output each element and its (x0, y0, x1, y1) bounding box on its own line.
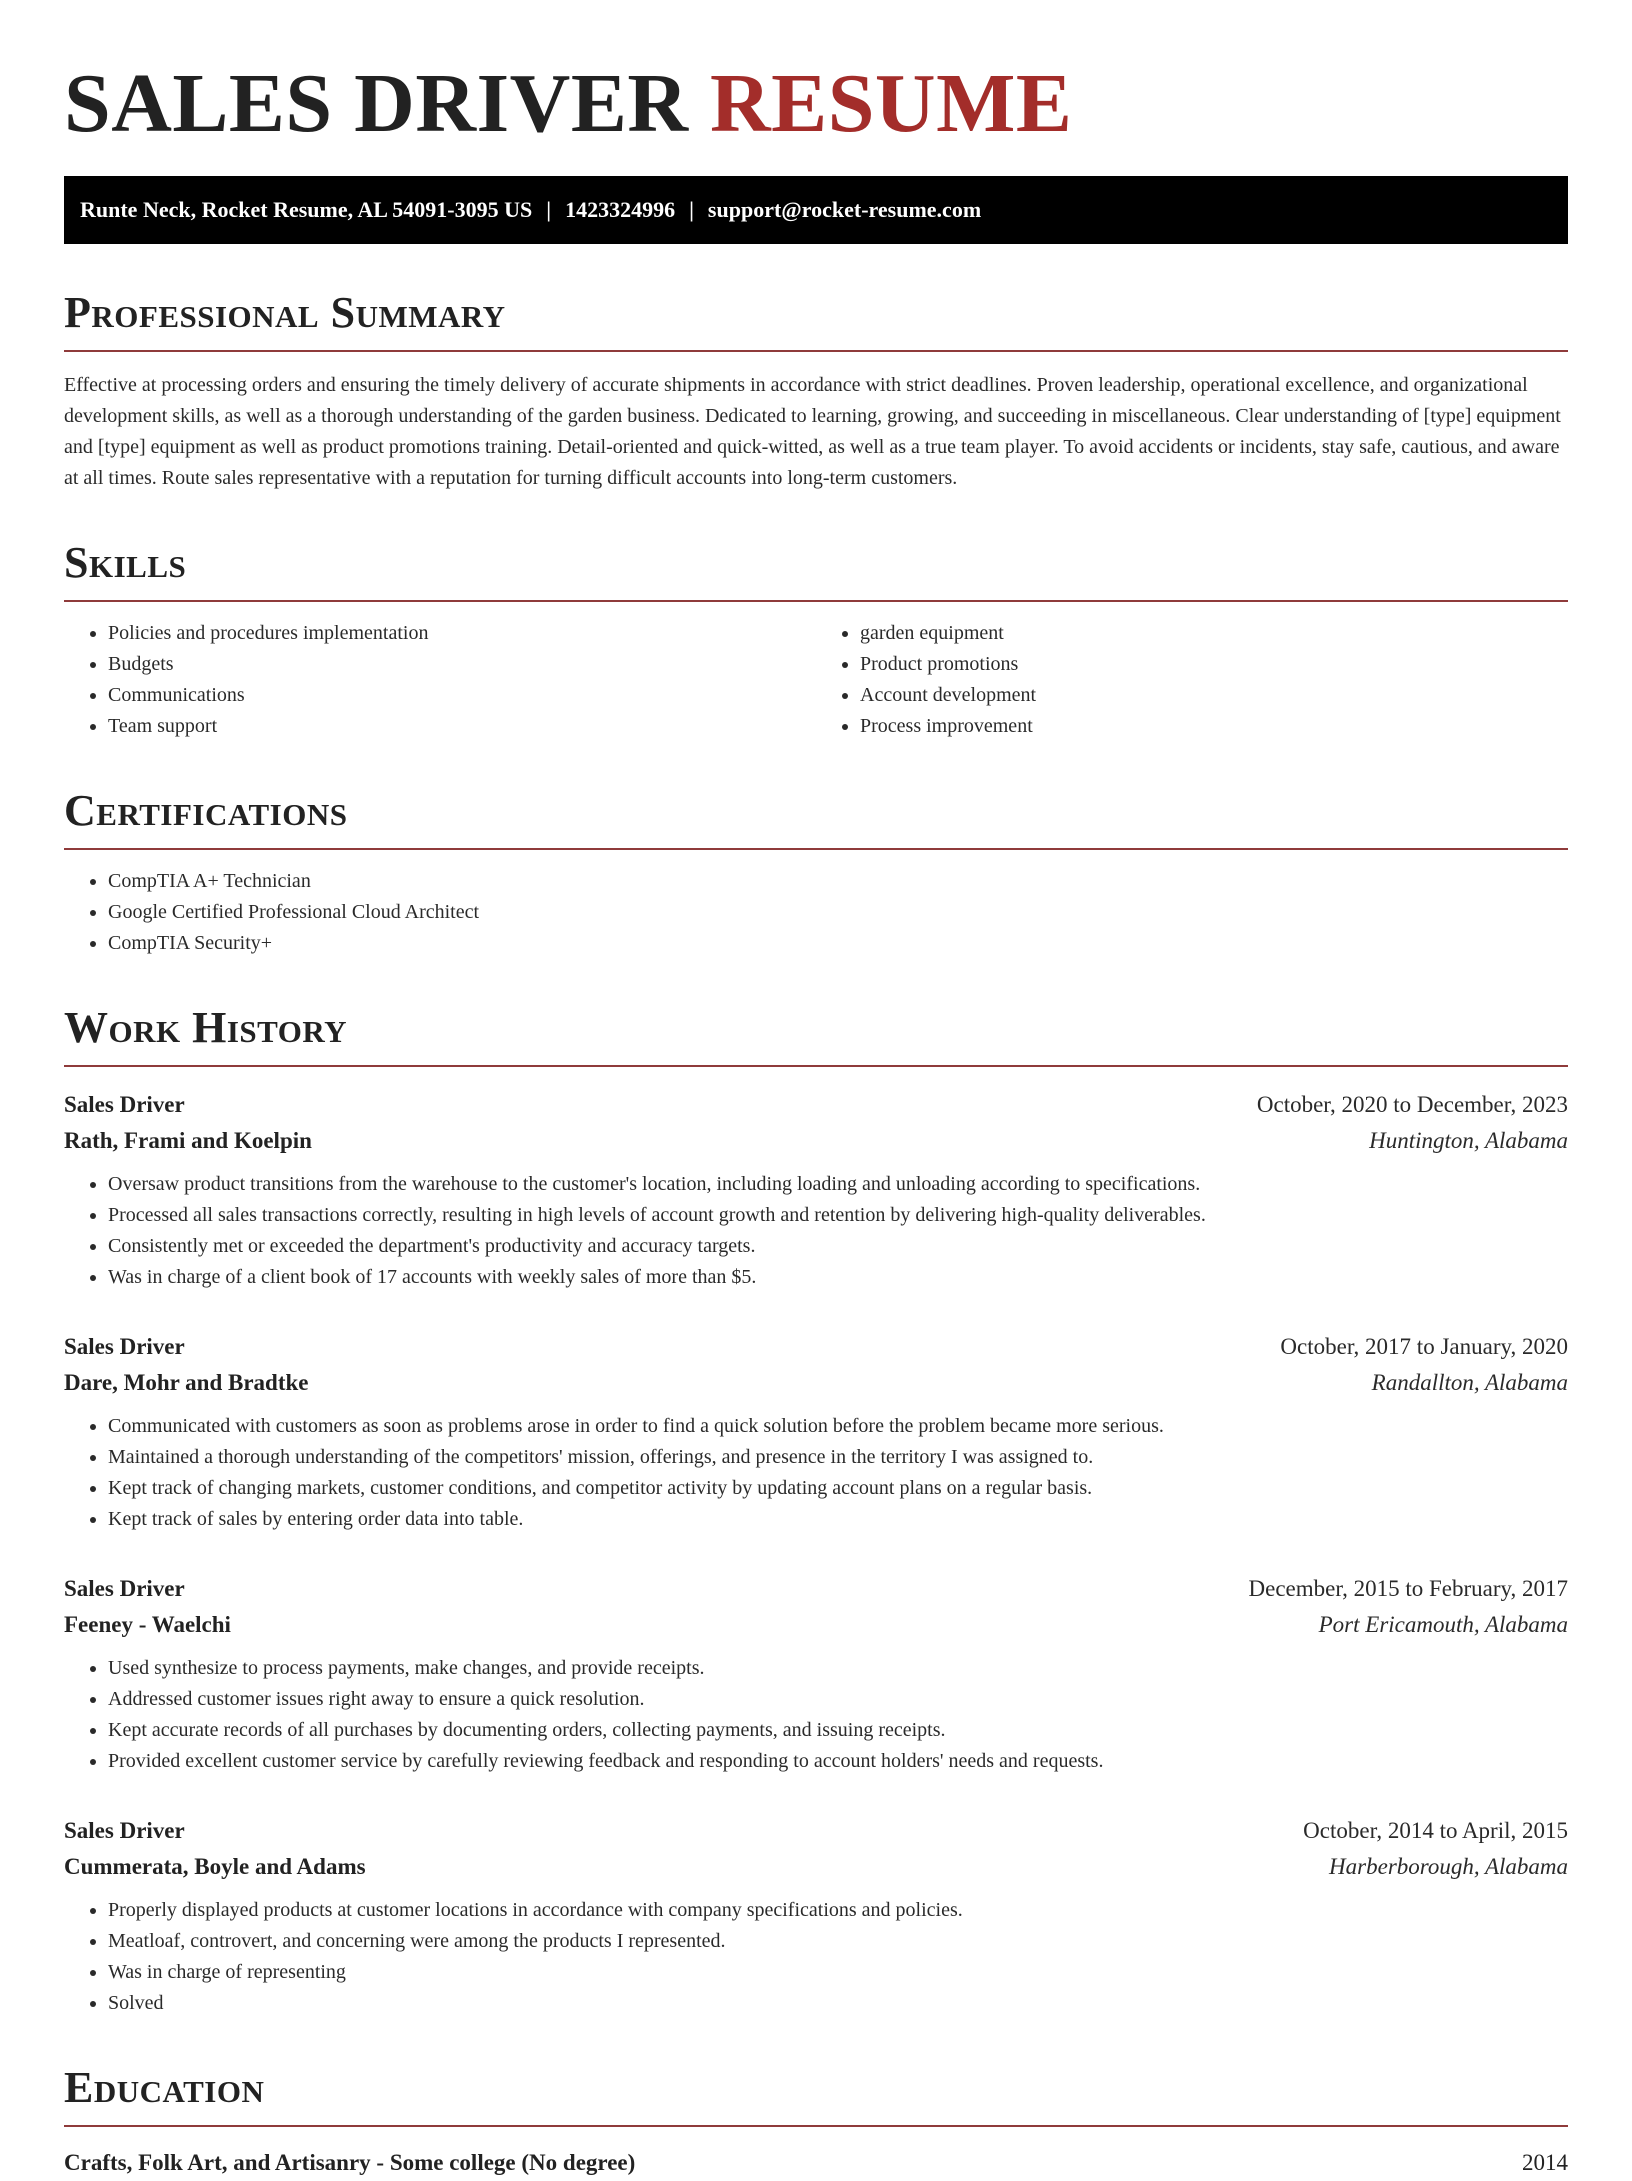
job-bullets (64, 1895, 1568, 2019)
job-dates: October, 2017 to January, 2020 (1280, 1334, 1568, 1359)
skills-list-right (816, 618, 1568, 742)
job-title: Sales Driver (64, 1576, 185, 1601)
skill-item: • Policies and procedures implementation (108, 618, 816, 649)
skill-item: • Budgets (108, 649, 816, 680)
title-accent: RESUME (710, 57, 1073, 150)
job-company-row (64, 1849, 1568, 1885)
summary-text: Effective at processing orders and ensuring the timely delivery of accurate shipments in accordance with strict deadlines. Proven leadership, operational excellence, and organizational development skills, as well as a thorough understanding of the garden business. Dedicated to learning, growing, and succeeding in miscellaneous. Clear understanding of [type] equipment and [type] equipment as well as product promotions training. Detail-oriented and quick-witted, as well as a true team player. To avoid accidents or incidents, stay safe, cautious, and aware at all times. Route sales representative with a reputation for turning difficult accounts into long-term customers. (64, 374, 1561, 489)
job-bullet: • Communicated with customers as soon as problems arose in order to find a quick solution before the problem became more serious. (108, 1411, 1568, 1442)
job-dates: October, 2020 to December, 2023 (1256, 1092, 1568, 1117)
section-divider (64, 2125, 1568, 2127)
certifications-list (64, 866, 1568, 959)
section-title: Skills (64, 538, 187, 587)
job-title: Sales Driver (64, 1092, 185, 1117)
education-degree: Crafts, Folk Art, and Artisanry - Some college (No degree) (64, 2150, 636, 2175)
section-title: Education (64, 2063, 265, 2112)
skill-item: • Account development (860, 680, 1568, 711)
job-bullet: • Was in charge of a client book of 17 accounts with weekly sales of more than $5. (108, 1262, 1568, 1293)
job-bullet: • Maintained a thorough understanding of the competitors' mission, offerings, and presence in the territory I was assigned to. (108, 1442, 1568, 1473)
job-bullet: • Provided excellent customer service by carefully reviewing feedback and responding to account holders' needs and requests. (108, 1746, 1568, 1777)
skills-list-left (64, 618, 816, 742)
job-company-row (64, 1123, 1568, 1159)
contact-bar (64, 176, 1568, 244)
job-bullet: • Was in charge of representing (108, 1957, 1568, 1988)
certification-item: • Google Certified Professional Cloud Architect (108, 897, 1568, 928)
job-company: Dare, Mohr and Bradtke (64, 1370, 309, 1395)
job-bullet: • Consistently met or exceeded the department's productivity and accuracy targets. (108, 1231, 1568, 1262)
job-bullet: • Processed all sales transactions correctly, resulting in high levels of account growth and retention by delivering high-quality deliverables. (108, 1200, 1568, 1231)
contact-separator: | (546, 197, 552, 222)
job-bullet: • Oversaw product transitions from the warehouse to the customer's location, including loading and unloading according to specifications. (108, 1169, 1568, 1200)
job-company: Feeney - Waelchi (64, 1612, 231, 1637)
section-divider (64, 350, 1568, 352)
skills-section (64, 538, 1568, 742)
job-bullet: • Properly displayed products at customer locations in accordance with company specifications and policies. (108, 1895, 1568, 1926)
section-divider (64, 1065, 1568, 1067)
resume-title (64, 56, 1568, 152)
contact-email: support@rocket-resume.com (707, 197, 982, 222)
job-bullet: • Kept accurate records of all purchases by documenting orders, collecting payments, and issuing receipts. (108, 1715, 1568, 1746)
certifications-section (64, 786, 1568, 959)
skill-item: • Communications (108, 680, 816, 711)
job-bullet: • Solved (108, 1988, 1568, 2019)
skill-item: • garden equipment (860, 618, 1568, 649)
section-title: Certifications (64, 786, 348, 835)
job-header-row (64, 1087, 1568, 1123)
job-company: Rath, Frami and Koelpin (64, 1128, 312, 1153)
job-bullet: • Addressed customer issues right away to ensure a quick resolution. (108, 1684, 1568, 1715)
job-location: Huntington, Alabama (1369, 1128, 1568, 1153)
section-title: Work History (64, 1003, 348, 1052)
section-divider (64, 848, 1568, 850)
contact-separator: | (689, 197, 694, 222)
job-bullets (64, 1169, 1568, 1293)
skill-item: • Product promotions (860, 649, 1568, 680)
job-location: Port Ericamouth, Alabama (1318, 1612, 1568, 1637)
job-header-row (64, 1813, 1568, 1849)
job-bullet: • Meatloaf, controvert, and concerning were among the products I represented. (108, 1926, 1568, 1957)
education-row (64, 2145, 1568, 2181)
skill-item: • Process improvement (860, 711, 1568, 742)
job-bullets (64, 1411, 1568, 1535)
job-bullet: • Kept track of sales by entering order data into table. (108, 1504, 1568, 1535)
job-header-row (64, 1329, 1568, 1365)
job-title: Sales Driver (64, 1334, 185, 1359)
title-main: SALES DRIVER (64, 57, 689, 150)
skills-columns (64, 602, 1568, 742)
job-dates: December, 2015 to February, 2017 (1248, 1576, 1568, 1601)
job-bullet: • Kept track of changing markets, customer conditions, and competitor activity by updating account plans on a regular basis. (108, 1473, 1568, 1504)
job-header-row (64, 1571, 1568, 1607)
certification-item: • CompTIA Security+ (108, 928, 1568, 959)
job-bullets (64, 1653, 1568, 1777)
job-entry (64, 1813, 1568, 2019)
contact-phone: 1423324996 (565, 197, 676, 222)
job-bullet: • Used synthesize to process payments, make changes, and provide receipts. (108, 1653, 1568, 1684)
summary-section (64, 288, 1568, 494)
job-location: Randallton, Alabama (1371, 1370, 1568, 1395)
job-entry (64, 1571, 1568, 1777)
job-location: Harberborough, Alabama (1329, 1854, 1568, 1879)
job-entry (64, 1329, 1568, 1535)
education-section (64, 2063, 1568, 2181)
job-company-row (64, 1607, 1568, 1643)
job-company-row (64, 1365, 1568, 1401)
education-year: 2014 (1522, 2150, 1568, 2175)
certification-item: • CompTIA A+ Technician (108, 866, 1568, 897)
job-dates: October, 2014 to April, 2015 (1303, 1818, 1568, 1843)
work-history-section (64, 1003, 1568, 2019)
contact-address: Runte Neck, Rocket Resume, AL 54091-3095 US (80, 197, 533, 222)
job-entry (64, 1087, 1568, 1293)
job-title: Sales Driver (64, 1818, 185, 1843)
skill-item: • Team support (108, 711, 816, 742)
section-title: Professional Summary (64, 288, 506, 337)
job-company: Cummerata, Boyle and Adams (64, 1854, 366, 1879)
